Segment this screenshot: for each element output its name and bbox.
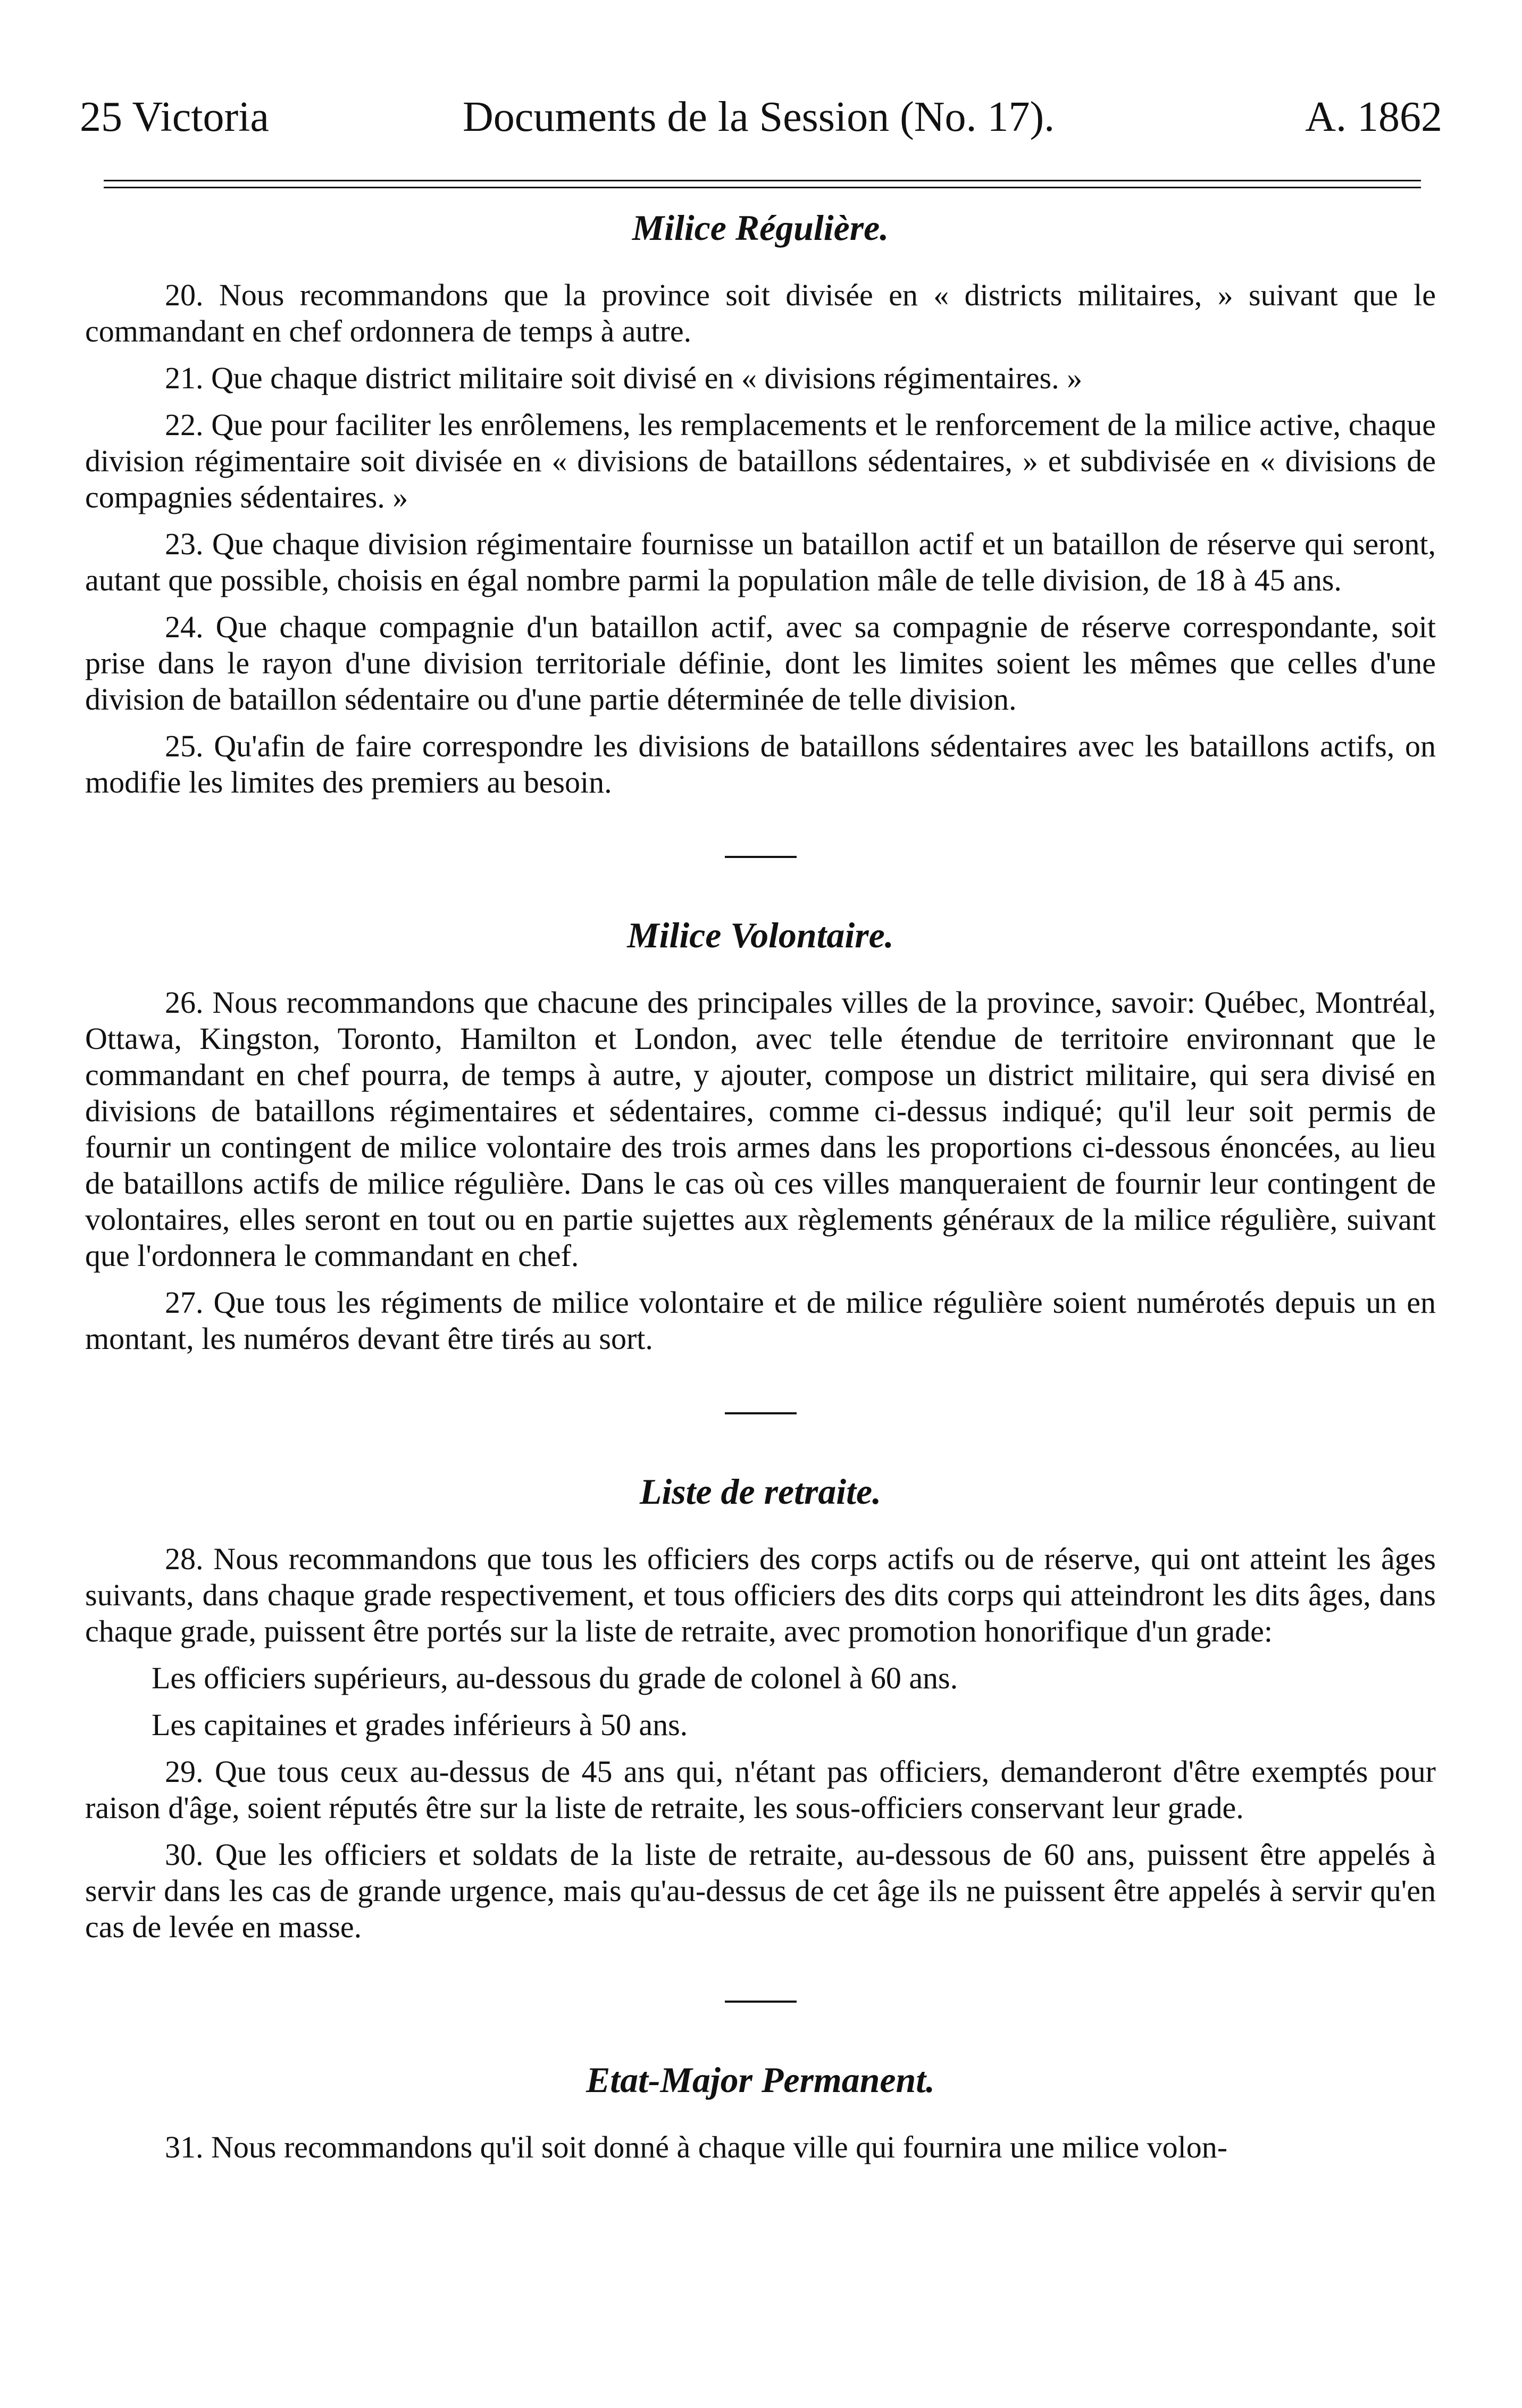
list-item-capitaines: Les capitaines et grades inférieurs à 50 ans. [152, 1707, 688, 1742]
running-header [80, 88, 1442, 146]
paragraph-30: 30. Que les officiers et soldats de la liste de retraite, au-dessous de 60 ans, puissent être appelés à servir dans les cas de grande urgence, mais qu'au-dessus de cet âge ils ne puissent être appelés à servir qu'en cas de levée en masse. [85, 1837, 1436, 1944]
section-title-liste-de-retraite: Liste de retraite. [639, 1472, 882, 1512]
paragraph-24: 24. Que chaque compagnie d'un bataillon actif, avec sa compagnie de réserve correspondante, soit prise dans le rayon d'une division territoriale définie, dont les limites soient les mêmes que celles d'une division de bataillon sédentaire ou d'une partie déterminée de telle division. [85, 610, 1436, 716]
paragraph-21: 21. Que chaque district militaire soit divisé en « divisions régimentaires. » [165, 361, 1083, 395]
paragraph-29: 29. Que tous ceux au-dessus de 45 ans qui, n'étant pas officiers, demanderont d'être exemptés pour raison d'âge, soient réputés être sur la liste de retraite, les sous-officiers conservant leur grade. [85, 1754, 1436, 1825]
paragraph-26: 26. Nous recommandons que chacune des principales villes de la province, savoir: Québec, Montréal, Ottawa, Kingston, Toronto, Hamilton et London, avec telle étendue de territoire environnant que le commandant en chef pourra, de temps à autre, y ajouter, compose un district militaire, qui sera divisé en divisions de bataillons régimentaires et sédentaires, comme ci-dessus indiqué; qu'il leur soit permis de fournir un contingent de milice volontaire des trois armes dans les proportions ci-dessous énoncées, au lieu de bataillons actifs de milice régulière. Dans le cas où ces villes manqueraient de fournir leur contingent de volontaires, elles seront en tout ou en partie sujettes aux règlements généraux de la milice régulière, suivant que l'ordonnera le commandant en chef. [85, 985, 1436, 1273]
paragraph-22: 22. Que pour faciliter les enrôlemens, les remplacements et le renforcement de la milice active, chaque division régimentaire soit divisée en « divisions de bataillons sédentaires, » et subdivisée en « divisions de compagnies sédentaires. » [85, 407, 1436, 514]
paragraph-28: 28. Nous recommandons que tous les officiers des corps actifs ou de réserve, qui ont atteint les âges suivants, dans chaque grade respectivement, et tous officiers des dits corps qui atteindront les dits âges, dans chaque grade, puissent être portés sur la liste de retraite, avec promotion honorifique d'un grade: [85, 1542, 1436, 1648]
paragraph-23: 23. Que chaque division régimentaire fournisse un bataillon actif et un bataillon de réserve qui seront, autant que possible, choisis en égal nombre parmi la population mâle de telle division, de 18 à 45 ans. [85, 527, 1436, 597]
section-separator [725, 2001, 797, 2003]
section-separator [725, 856, 797, 858]
header-year: A. 1862 [1305, 94, 1442, 140]
header-document-title: Documents de la Session (No. 17). [463, 94, 1055, 140]
section-title-milice-volontaire: Milice Volontaire. [627, 915, 894, 955]
document-body [85, 210, 1436, 2165]
paragraph-25: 25. Qu'afin de faire correspondre les divisions de bataillons sédentaires avec les bataillons actifs, on modifie les limites des premiers au besoin. [85, 729, 1436, 799]
header-regnal-year: 25 Victoria [80, 94, 269, 140]
paragraph-31: 31. Nous recommandons qu'il soit donné à chaque ville qui fournira une milice volon- [165, 2130, 1228, 2164]
section-separator [725, 1412, 797, 1414]
section-title-milice-reguliere: Milice Régulière. [632, 208, 889, 248]
section-title-etat-major-permanent: Etat-Major Permanent. [586, 2060, 935, 2100]
paragraph-20: 20. Nous recommandons que la province soit divisée en « districts militaires, » suivant que le commandant en chef ordonnera de temps à autre. [85, 278, 1436, 348]
header-double-rule [104, 180, 1421, 188]
paragraph-27: 27. Que tous les régiments de milice volontaire et de milice régulière soient numérotés depuis un en montant, les numéros devant être tirés au sort. [85, 1285, 1436, 1356]
list-item-officiers-superieurs: Les officiers supérieurs, au-dessous du grade de colonel à 60 ans. [152, 1661, 958, 1695]
